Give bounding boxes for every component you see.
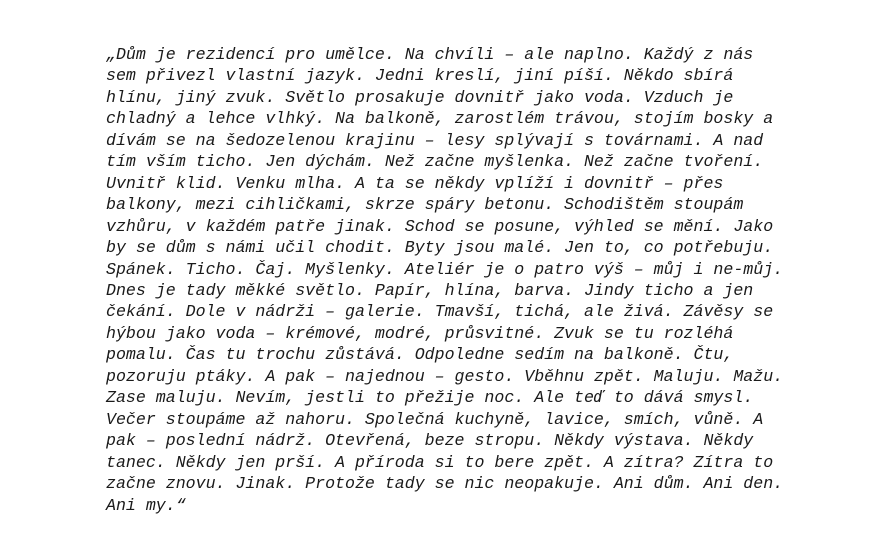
text-line: Uvnitř klid. Venku mlha. A ta se někdy vplíží i dovnitř – přes [106,173,724,193]
text-line: pak – poslední nádrž. Otevřená, beze stropu. Někdy výstava. Někdy [106,431,754,451]
text-line: začne znovu. Jinak. Protože tady se nic neopakuje. Ani dům. Ani den. [106,474,784,494]
text-line: hlínu, jiný zvuk. Světlo prosakuje dovnitř jako voda. Vzduch je [106,87,734,107]
text-line: sem přivezl vlastní jazyk. Jedni kreslí, jiní píší. Někdo sbírá [106,66,734,86]
text-line: Ani my.“ [106,495,186,515]
text-line: tanec. Někdy jen prší. A příroda si to bere zpět. A zítra? Zítra to [106,452,774,472]
text-line: balkony, mezi cihličkami, skrze spáry betonu. Schodištěm stoupám [106,195,744,215]
text-line: pozoruju ptáky. A pak – najednou – gesto. Vběhnu zpět. Maluju. Mažu. [106,366,784,386]
text-line: by se dům s námi učil chodit. Byty jsou malé. Jen to, co potřebuju. [106,238,774,258]
text-line: hýbou jako voda – krémové, modré, průsvitné. Zvuk se tu rozléhá [106,323,734,343]
text-line: chladný a lehce vlhký. Na balkoně, zarostlém trávou, stojím bosky a [106,109,774,129]
text-line: Spánek. Ticho. Čaj. Myšlenky. Ateliér je o patro výš – můj i ne-můj. [106,259,784,279]
text-line: vzhůru, v každém patře jinak. Schod se posune, výhled se mění. Jako [106,216,774,236]
text-line: „Dům je rezidencí pro umělce. Na chvíli – ale naplno. Každý z nás [106,45,754,64]
text-line: pomalu. Čas tu trochu zůstává. Odpoledne sedím na balkoně. Čtu, [106,345,734,365]
text-line: čekání. Dole v nádrži – galerie. Tmavší, tichá, ale živá. Závěsy se [106,302,774,322]
text-line: dívám se na šedozelenou krajinu – lesy splývají s továrnami. A nad [106,130,764,150]
text-line: tím vším ticho. Jen dýchám. Než začne myšlenka. Než začne tvoření. [106,152,764,172]
quote-paragraph [106,44,796,516]
text-line: Dnes je tady měkké světlo. Papír, hlína, barva. Jindy ticho a jen [106,280,754,300]
text-line: Večer stoupáme až nahoru. Společná kuchyně, lavice, smích, vůně. A [106,409,764,429]
text-line: Zase maluju. Nevím, jestli to přežije noc. Ale teď to dává smysl. [106,388,754,408]
